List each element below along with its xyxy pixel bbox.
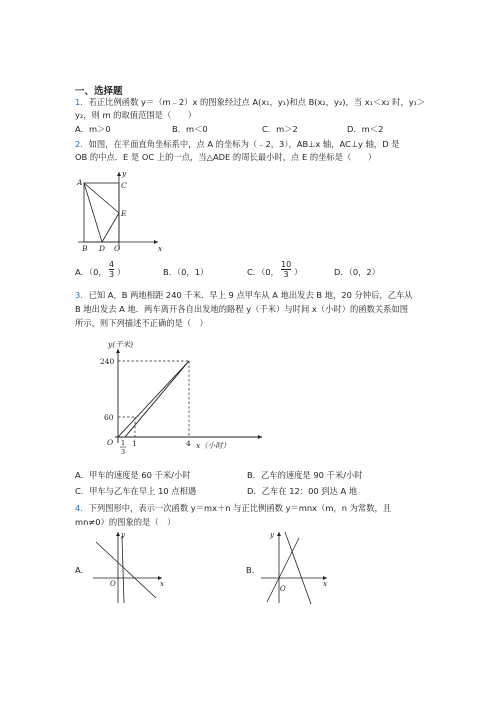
question-text: 若正比例函数 y＝（m﹣2）x 的图象经过点 A(x₁，y₁)和点 B(x₂，y₂)，当 x₁＜x₂ 时，y₁＞: [88, 97, 426, 107]
question-text: 已知 A，B 两地相距 240 千米．早上 9 点甲车从 A 地出发去 B 地，20 分钟后，乙车从: [88, 290, 413, 300]
question-text: 下列图形中，表示一次函数 y＝mx＋n 与正比例函数 y＝mnx（m，n 为常数，且: [88, 503, 392, 513]
option-c[interactable]: C．甲车与乙车在早上 10 点相遇: [75, 486, 197, 496]
option-a[interactable]: A．（0， 4 3 ）: [75, 260, 126, 279]
y-axis-label: y(千米): [108, 340, 134, 349]
point-c-label: C: [121, 181, 127, 190]
option-a[interactable]: A．m＞0: [75, 124, 111, 134]
tick-label-1: 1: [132, 439, 137, 448]
question-number: 2．: [75, 139, 89, 149]
question-text: mn≠0）的图象的是（ ）: [75, 517, 176, 527]
fraction: 10 3: [281, 260, 292, 279]
x-axis-label: x: [323, 580, 327, 588]
option-c[interactable]: C．（0， 10 3 ）: [247, 260, 303, 279]
y-axis-label: y: [122, 169, 127, 178]
option-d[interactable]: D．乙车在 12：00 到达 A 地: [247, 486, 358, 496]
distance-time-graph: [100, 335, 280, 460]
origin-label: O: [110, 580, 116, 588]
option-a-graph[interactable]: [90, 528, 170, 606]
origin-label: O: [280, 585, 286, 593]
y-axis-label: y: [270, 531, 274, 539]
tick-label-240: 240: [100, 357, 115, 366]
origin-label: O: [107, 438, 114, 447]
question-number: 4．: [75, 503, 89, 513]
option-c[interactable]: C．m＞2: [262, 124, 298, 134]
question-text: 所示，则下列描述不正确的是（ ）: [75, 318, 208, 328]
point-e-label: E: [121, 209, 127, 218]
option-d[interactable]: D．（0，2）: [334, 267, 380, 277]
x-axis-label: x（小时）: [196, 441, 231, 450]
option-d[interactable]: D．m＜2: [347, 124, 384, 134]
option-b-graph[interactable]: [255, 528, 335, 606]
option-b-label[interactable]: B．: [246, 565, 260, 575]
question-text: B 地出发去 A 地．两车离开各自出发地的路程 y（千米）与时间 x（小时）的函数关系如图: [75, 304, 409, 314]
y-axis-label: y: [121, 531, 125, 539]
question-number: 1．: [75, 97, 89, 107]
option-a[interactable]: A．甲车的速度是 60 千米/小时: [75, 470, 191, 480]
question-text: 如图，在平面直角坐标系中，点 A 的坐标为（﹣2，3），AB⊥x 轴，AC⊥y 轴，D 是: [88, 139, 400, 149]
point-a-label: A: [77, 178, 83, 187]
fraction: 4 3: [109, 260, 115, 279]
question-number: 3．: [75, 290, 89, 300]
tick-label-60: 60: [104, 413, 114, 422]
point-b-label: B: [82, 244, 88, 253]
section-title: 一、选择题: [75, 86, 123, 97]
question-text: OB 的中点．E 是 OC 上的一点，当△ADE 的周长最小时，点 E 的坐标是（ ）: [75, 152, 377, 162]
x-axis-label: x: [158, 244, 163, 253]
tick-label-frac-num: 1: [121, 439, 126, 447]
x-axis-label: x: [160, 580, 164, 588]
point-d-label: D: [99, 244, 106, 253]
coordinate-figure: [72, 166, 172, 256]
tick-label-frac-den: 3: [121, 448, 126, 456]
option-b[interactable]: B．乙车的速度是 90 千米/小时: [247, 470, 363, 480]
option-a-label[interactable]: A．: [75, 565, 89, 575]
origin-label: O: [114, 244, 121, 253]
tick-label-4: 4: [186, 439, 191, 448]
option-b[interactable]: B．（0，1）: [163, 267, 209, 277]
question-text: y₂，则 m 的取值范围是（ ）: [75, 110, 197, 120]
option-b[interactable]: B．m＜0: [172, 124, 208, 134]
